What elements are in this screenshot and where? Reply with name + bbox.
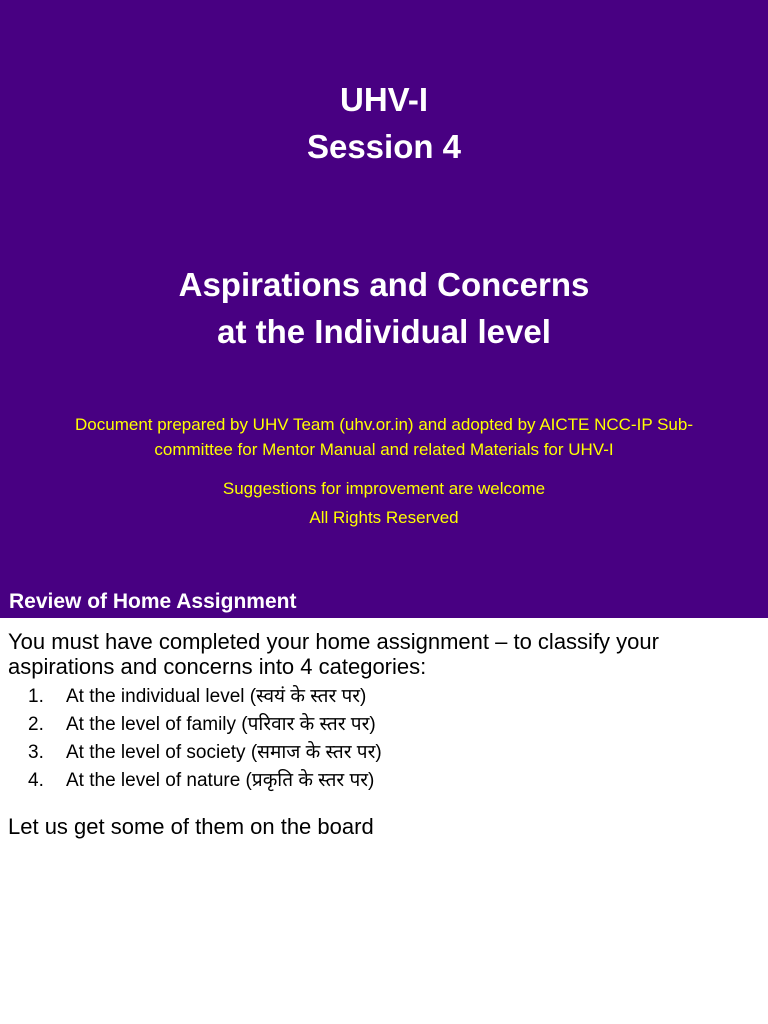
- credits-line2: committee for Mentor Manual and related Materials for UHV-I: [154, 440, 614, 459]
- credits-line1: Document prepared by UHV Team (uhv.or.in) and adopted by AICTE NCC-IP Sub-: [75, 415, 693, 434]
- list-number: 3.: [28, 742, 44, 763]
- course-title: UHV-I: [339, 81, 428, 118]
- heading-bar: [0, 586, 768, 618]
- list-text: At the individual level (स्वयं के स्तर पर): [66, 686, 367, 707]
- closing-line: Let us get some of them on the board: [8, 814, 374, 839]
- assignment-intro: You must have completed your home assignment – to classify your aspirations and concerns into 4 categories:: [8, 629, 659, 679]
- topic-title-line2: at the Individual level: [217, 313, 551, 350]
- review-slide: [0, 586, 768, 1024]
- list-text: At the level of nature (प्रकृति के स्तर पर): [66, 770, 375, 791]
- list-text: At the level of family (परिवार के स्तर पर): [66, 714, 376, 735]
- suggestions-note: Suggestions for improvement are welcome: [222, 479, 546, 498]
- topic-title-line1: Aspirations and Concerns: [178, 266, 590, 303]
- review-heading: Review of Home Assignment: [9, 590, 297, 613]
- list-number: 4.: [28, 770, 44, 791]
- list-text: At the level of society (समाज के स्तर पर): [66, 742, 382, 763]
- list-number: 2.: [28, 714, 44, 735]
- list-number: 1.: [28, 686, 44, 707]
- rights-note: All Rights Reserved: [309, 508, 459, 527]
- session-title: Session 4: [306, 128, 462, 165]
